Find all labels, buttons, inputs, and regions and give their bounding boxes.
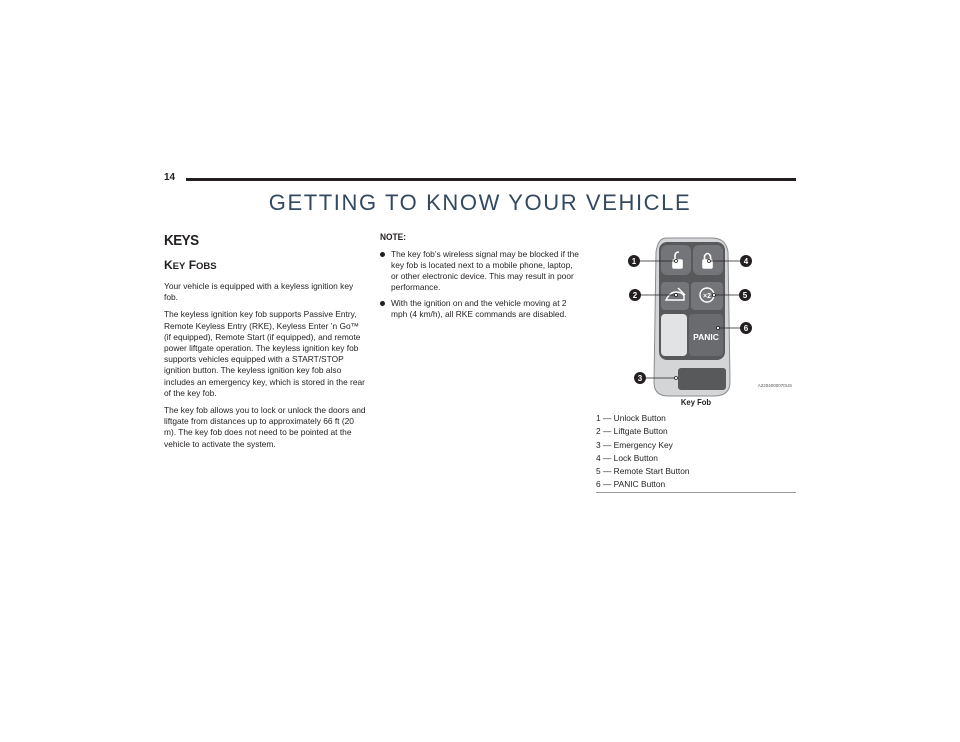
- svg-text:4: 4: [743, 257, 749, 266]
- note-bullet: With the ignition on and the vehicle moving at 2 mph (4 km/h), all RKE commands are disabled.: [380, 298, 580, 320]
- subsection-heading: KEY FOBS: [164, 258, 217, 272]
- svg-text:6: 6: [743, 324, 749, 333]
- paragraph: Your vehicle is equipped with a keyless ignition key fob.: [164, 281, 354, 303]
- figure-legend: [596, 412, 796, 493]
- svg-text:5: 5: [742, 291, 748, 300]
- page-number: 14: [164, 172, 176, 183]
- legend-item: 5 — Remote Start Button: [596, 466, 690, 477]
- header-rule: [186, 178, 796, 181]
- note-bullet: The key fob’s wireless signal may be blocked if the key fob is located next to a mobile phone, laptop, or other electronic device. This may result in poor performance.: [380, 249, 580, 293]
- bullet-dot-icon: [380, 301, 385, 306]
- key-fob-figure: [596, 232, 796, 404]
- svg-text:×2: ×2: [703, 293, 711, 300]
- figure-code: A2204000070US: [757, 383, 792, 388]
- legend-item: 3 — Emergency Key: [596, 439, 673, 450]
- note-column: [380, 232, 580, 325]
- section-heading: KEYS: [164, 232, 199, 249]
- svg-text:3: 3: [637, 374, 643, 383]
- paragraph: The key fob allows you to lock or unlock the doors and liftgate from distances up to approximately 66 ft (20 m). The key fob does not need to be pointed at the vehicle to activate the system.: [164, 405, 366, 449]
- legend-item: 4 — Lock Button: [596, 452, 658, 463]
- legend-item: 6 — PANIC Button: [596, 479, 666, 490]
- svg-text:2: 2: [632, 291, 638, 300]
- svg-text:1: 1: [631, 257, 637, 266]
- panic-label: PANIC: [693, 332, 719, 342]
- legend-item: 2 — Liftgate Button: [596, 426, 668, 437]
- key-fob-illustration: [596, 232, 796, 404]
- left-column: [164, 232, 366, 456]
- bullet-dot-icon: [380, 252, 385, 257]
- paragraph: The keyless ignition key fob supports Passive Entry, Remote Keyless Entry (RKE), Keyless Enter ’n Go™ (if equipped), Remote Start (if equipped), and remote power liftgate operation. The keyless ignition key fob supports vehicles equipped with a START/STOP ignition button. The keyless ignition key fob also includes an emergency key, which is stored in the rear of the key fob.: [164, 309, 365, 398]
- chapter-title: GETTING TO KNOW YOUR VEHICLE: [268, 190, 692, 215]
- legend-item: 1 — Unlock Button: [596, 413, 666, 423]
- note-label: NOTE:: [380, 232, 407, 243]
- figure-caption: Key Fob: [680, 397, 712, 407]
